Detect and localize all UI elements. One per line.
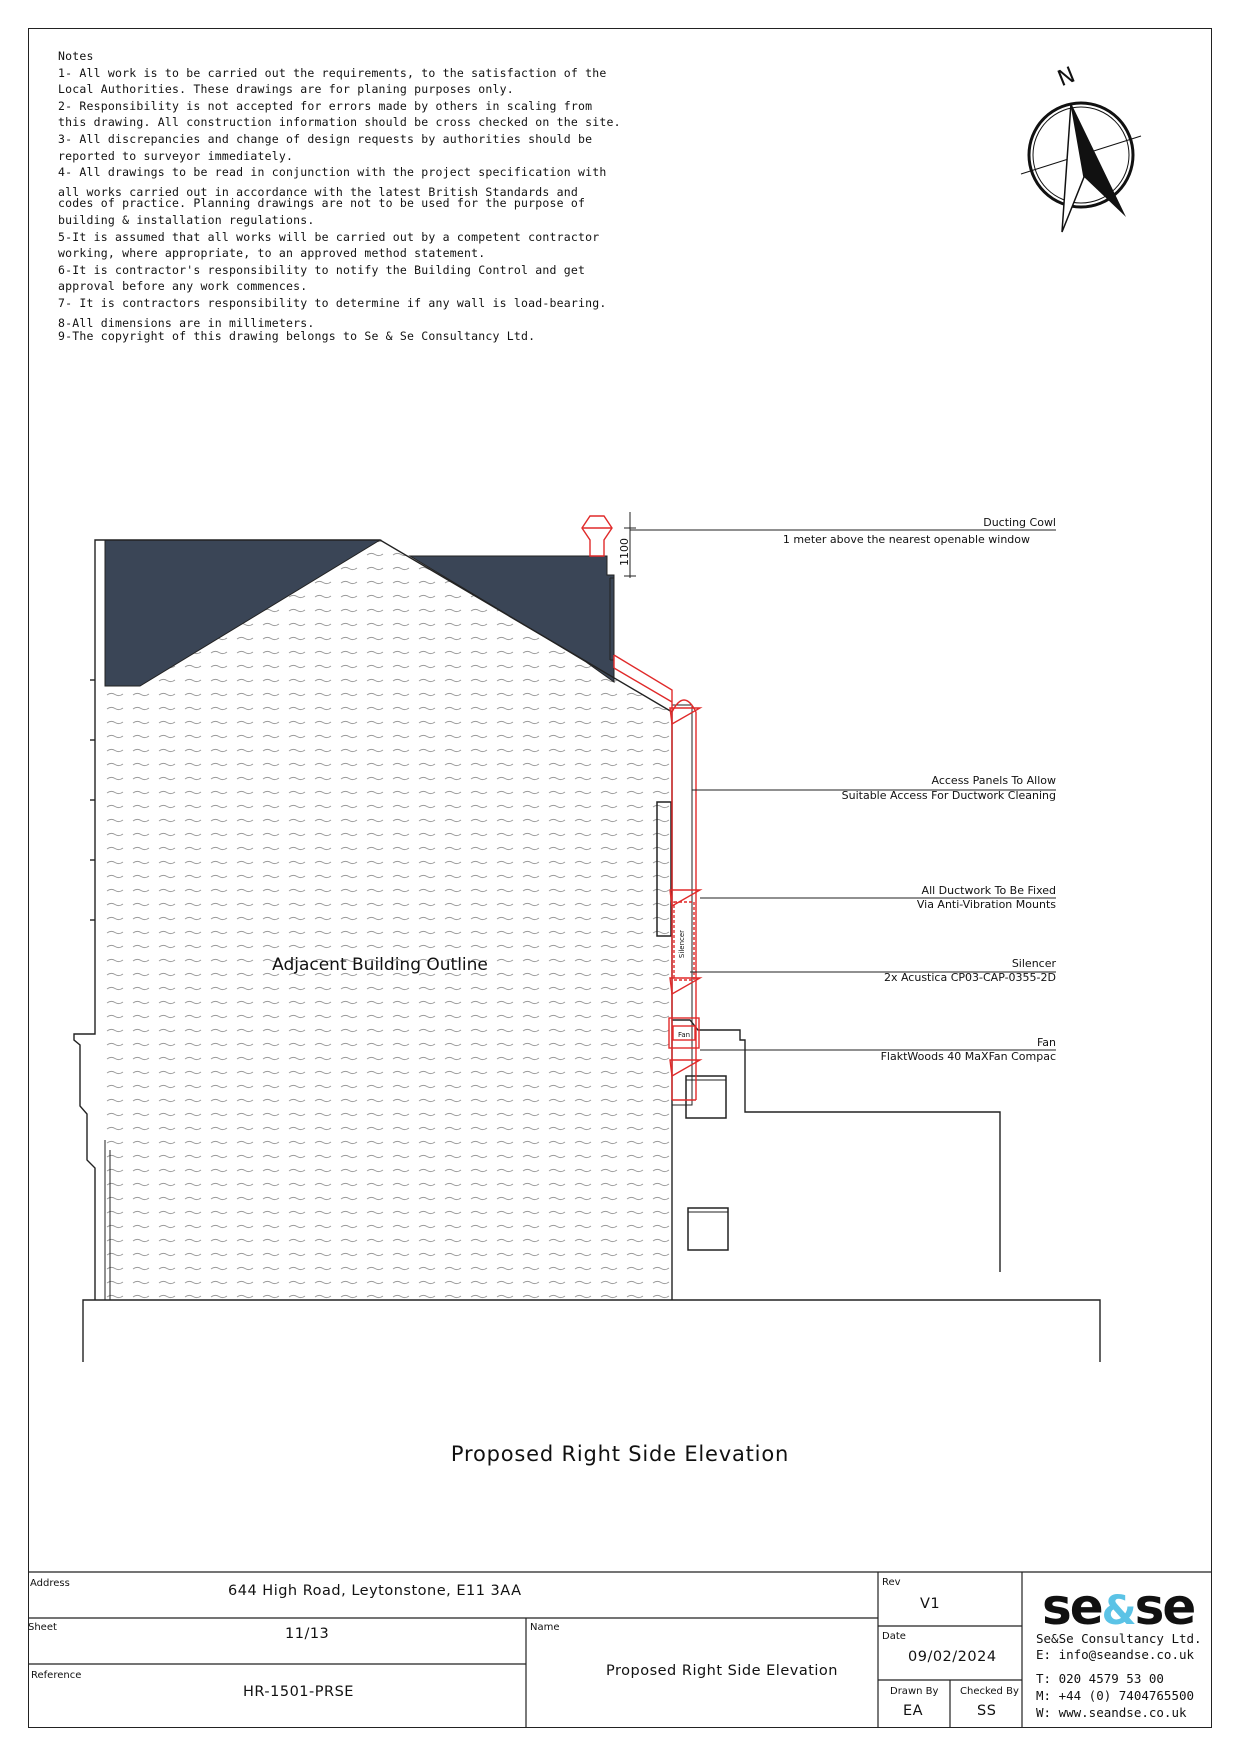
- note-line: reported to surveyor immediately.: [58, 148, 294, 163]
- dimension-label: 1100: [618, 538, 631, 566]
- ducting-cowl-icon: [582, 516, 612, 556]
- checked-by-value: SS: [977, 1703, 997, 1719]
- window: [688, 1208, 728, 1250]
- logo-text: se: [1134, 1578, 1195, 1636]
- annotation-title: All Ductwork To Be Fixed: [921, 884, 1056, 897]
- note-line: building & installation regulations.: [58, 212, 315, 227]
- annotation-subtitle: 2x Acustica CP03-CAP-0355-2D: [883, 971, 1056, 984]
- logo-ampersand: &: [1101, 1588, 1135, 1634]
- company-name: Se&Se Consultancy Ltd.: [1036, 1631, 1202, 1646]
- annotation-subtitle: 1 meter above the nearest openable window: [782, 533, 1030, 546]
- reference-label: Reference: [31, 1670, 82, 1681]
- north-label: N: [1054, 62, 1079, 93]
- company-website: W: www.seandse.co.uk: [1036, 1705, 1187, 1720]
- note-line: 7- It is contractors responsibility to determine if any wall is load-bearing.: [58, 295, 607, 310]
- annotation-subtitle: Suitable Access For Ductwork Cleaning: [841, 789, 1056, 802]
- reference-value: HR-1501-PRSE: [243, 1684, 354, 1700]
- drawn-by-value: EA: [903, 1703, 924, 1719]
- drawn-by-label: Drawn By: [890, 1686, 939, 1697]
- notes-heading: Notes: [58, 49, 94, 63]
- note-line: all works carried out in accordance with the latest British Standards and: [58, 184, 579, 199]
- note-line: 2- Responsibility is not accepted for errors made by others in scaling from: [58, 98, 593, 113]
- annotation-title: Fan: [1036, 1036, 1056, 1049]
- adjacent-building-label: Adjacent Building Outline: [272, 955, 488, 975]
- annotation-subtitle: FlaktWoods 40 MaXFan Compac: [880, 1050, 1056, 1063]
- note-line: codes of practice. Planning drawings are not to be used for the purpose of: [58, 196, 586, 211]
- company-email: E: info@seandse.co.uk: [1036, 1647, 1195, 1662]
- checked-by-label: Checked By: [960, 1686, 1019, 1697]
- annotation-title: Silencer: [1011, 957, 1056, 970]
- address-value: 644 High Road, Leytonstone, E11 3AA: [228, 1583, 522, 1599]
- note-line: 5-It is assumed that all works will be carried out by a competent contractor: [58, 229, 600, 244]
- rev-value: V1: [920, 1596, 941, 1612]
- north-arrow-icon: [1021, 63, 1141, 232]
- date-label: Date: [882, 1631, 906, 1642]
- company-contact: [1036, 1630, 1202, 1722]
- annotation-title: Access Panels To Allow: [931, 774, 1056, 787]
- fan-tag: Fan: [677, 1031, 691, 1039]
- dimension-1100: [618, 512, 636, 578]
- annotation-subtitle: Via Anti-Vibration Mounts: [916, 898, 1056, 911]
- drawing-title: Proposed Right Side Elevation: [450, 1442, 790, 1466]
- company-mobile: M: +44 (0) 7404765500: [1036, 1688, 1195, 1703]
- name-value: Proposed Right Side Elevation: [606, 1663, 838, 1679]
- note-line: 3- All discrepancies and change of design requests by authorities should be: [58, 131, 593, 146]
- title-block-grid: [28, 1572, 1212, 1728]
- note-line: working, where appropriate, to an approved method statement.: [58, 246, 486, 261]
- sheet-label: Sheet: [28, 1622, 57, 1633]
- silencer-tag: Silencer: [678, 929, 686, 959]
- company-phone: T: 020 4579 53 00: [1036, 1671, 1164, 1686]
- note-line: Local Authorities. These drawings are for planing purposes only.: [58, 82, 514, 97]
- annotation-title: Ducting Cowl: [983, 516, 1056, 529]
- ground-line: [83, 1300, 1100, 1362]
- sheet-value: 11/13: [285, 1626, 330, 1642]
- note-line: 9-The copyright of this drawing belongs to Se & Se Consultancy Ltd.: [58, 329, 536, 344]
- address-label: Address: [30, 1578, 70, 1589]
- note-line: 4- All drawings to be read in conjunction with the project specification with: [58, 165, 607, 180]
- note-line: approval before any work commences.: [58, 279, 308, 294]
- note-line: 6-It is contractor's responsibility to notify the Building Control and get: [58, 262, 586, 277]
- note-line: 8-All dimensions are in millimeters.: [58, 315, 315, 330]
- date-value: 09/02/2024: [908, 1649, 997, 1665]
- note-line: 1- All work is to be carried out the requirements, to the satisfaction of the: [58, 65, 607, 80]
- rev-label: Rev: [882, 1577, 901, 1588]
- name-label: Name: [530, 1622, 560, 1633]
- logo-text: se: [1042, 1578, 1102, 1636]
- note-line: this drawing. All construction information should be cross checked on the site.: [58, 115, 621, 130]
